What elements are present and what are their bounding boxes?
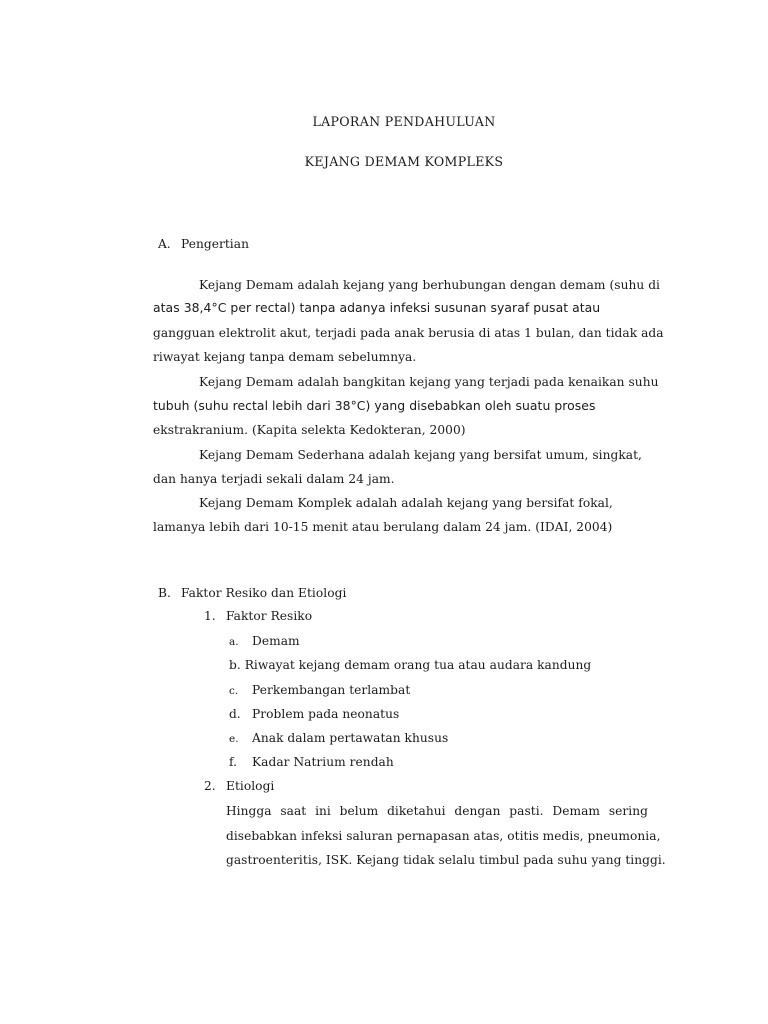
section-a-line: gangguan elektrolit akut, terjadi pada anak berusia di atas 1 bulan, dan tidak ada — [153, 326, 664, 340]
subitem-text: b. Riwayat kejang demam orang tua atau audara kandung — [229, 658, 592, 672]
document-subtitle: KEJANG DEMAM KOMPLEKS — [304, 154, 504, 169]
subitem-text: Kadar Natrium rendah — [252, 755, 394, 769]
subitem-text: Demam — [252, 634, 300, 648]
section-a-line: ekstrakranium. (Kapita selekta Kedokteran, 2000) — [153, 423, 466, 437]
subitem-text: Problem pada neonatus — [252, 707, 400, 721]
item-2-marker: 2. — [204, 779, 216, 793]
section-a-heading: Pengertian — [181, 237, 249, 251]
section-a-line: atas 38,4°C per rectal) tanpa adanya infeksi susunan syaraf pusat atau — [153, 300, 601, 315]
section-a-line: Kejang Demam Komplek adalah adalah kejang yang bersifat fokal, — [199, 496, 613, 510]
item-2-line: disebabkan infeksi saluran pernapasan atas, otitis medis, pneumonia, — [226, 829, 661, 843]
section-a-line: Kejang Demam adalah bangkitan kejang yang terjadi pada kenaikan suhu — [199, 375, 659, 389]
subitem-marker: a. — [229, 636, 239, 648]
subitem-marker: e. — [229, 733, 239, 745]
subitem-marker: c. — [229, 685, 239, 697]
section-a-line: lamanya lebih dari 10-15 menit atau berulang dalam 24 jam. (IDAI, 2004) — [153, 520, 613, 534]
subitem-marker: f. — [229, 755, 237, 769]
item-1-marker: 1. — [204, 609, 216, 623]
section-b-heading: Faktor Resiko dan Etiologi — [181, 586, 347, 600]
section-b-marker: B. — [158, 586, 171, 600]
item-2-line: Hingga saat ini belum diketahui dengan pasti. Demam sering — [226, 804, 648, 818]
subitem-marker: d. — [229, 707, 241, 721]
subitem-text: Perkembangan terlambat — [252, 683, 411, 697]
document-title: LAPORAN PENDAHULUAN — [312, 114, 496, 129]
item-2-line: gastroenteritis, ISK. Kejang tidak selalu timbul pada suhu yang tinggi. — [226, 853, 666, 867]
section-a-line: Kejang Demam adalah kejang yang berhubungan dengan demam (suhu di — [199, 278, 660, 292]
item-1-label: Faktor Resiko — [226, 609, 313, 623]
section-a-marker: A. — [158, 237, 171, 251]
section-a-line: tubuh (suhu rectal lebih dari 38°C) yang disebabkan oleh suatu proses — [153, 398, 596, 413]
item-2-label: Etiologi — [226, 779, 275, 793]
section-a-line: dan hanya terjadi sekali dalam 24 jam. — [153, 472, 395, 486]
subitem-text: Anak dalam pertawatan khusus — [252, 731, 449, 745]
section-a-line: riwayat kejang tanpa demam sebelumnya. — [153, 350, 417, 364]
section-a-line: Kejang Demam Sederhana adalah kejang yang bersifat umum, singkat, — [199, 448, 642, 462]
